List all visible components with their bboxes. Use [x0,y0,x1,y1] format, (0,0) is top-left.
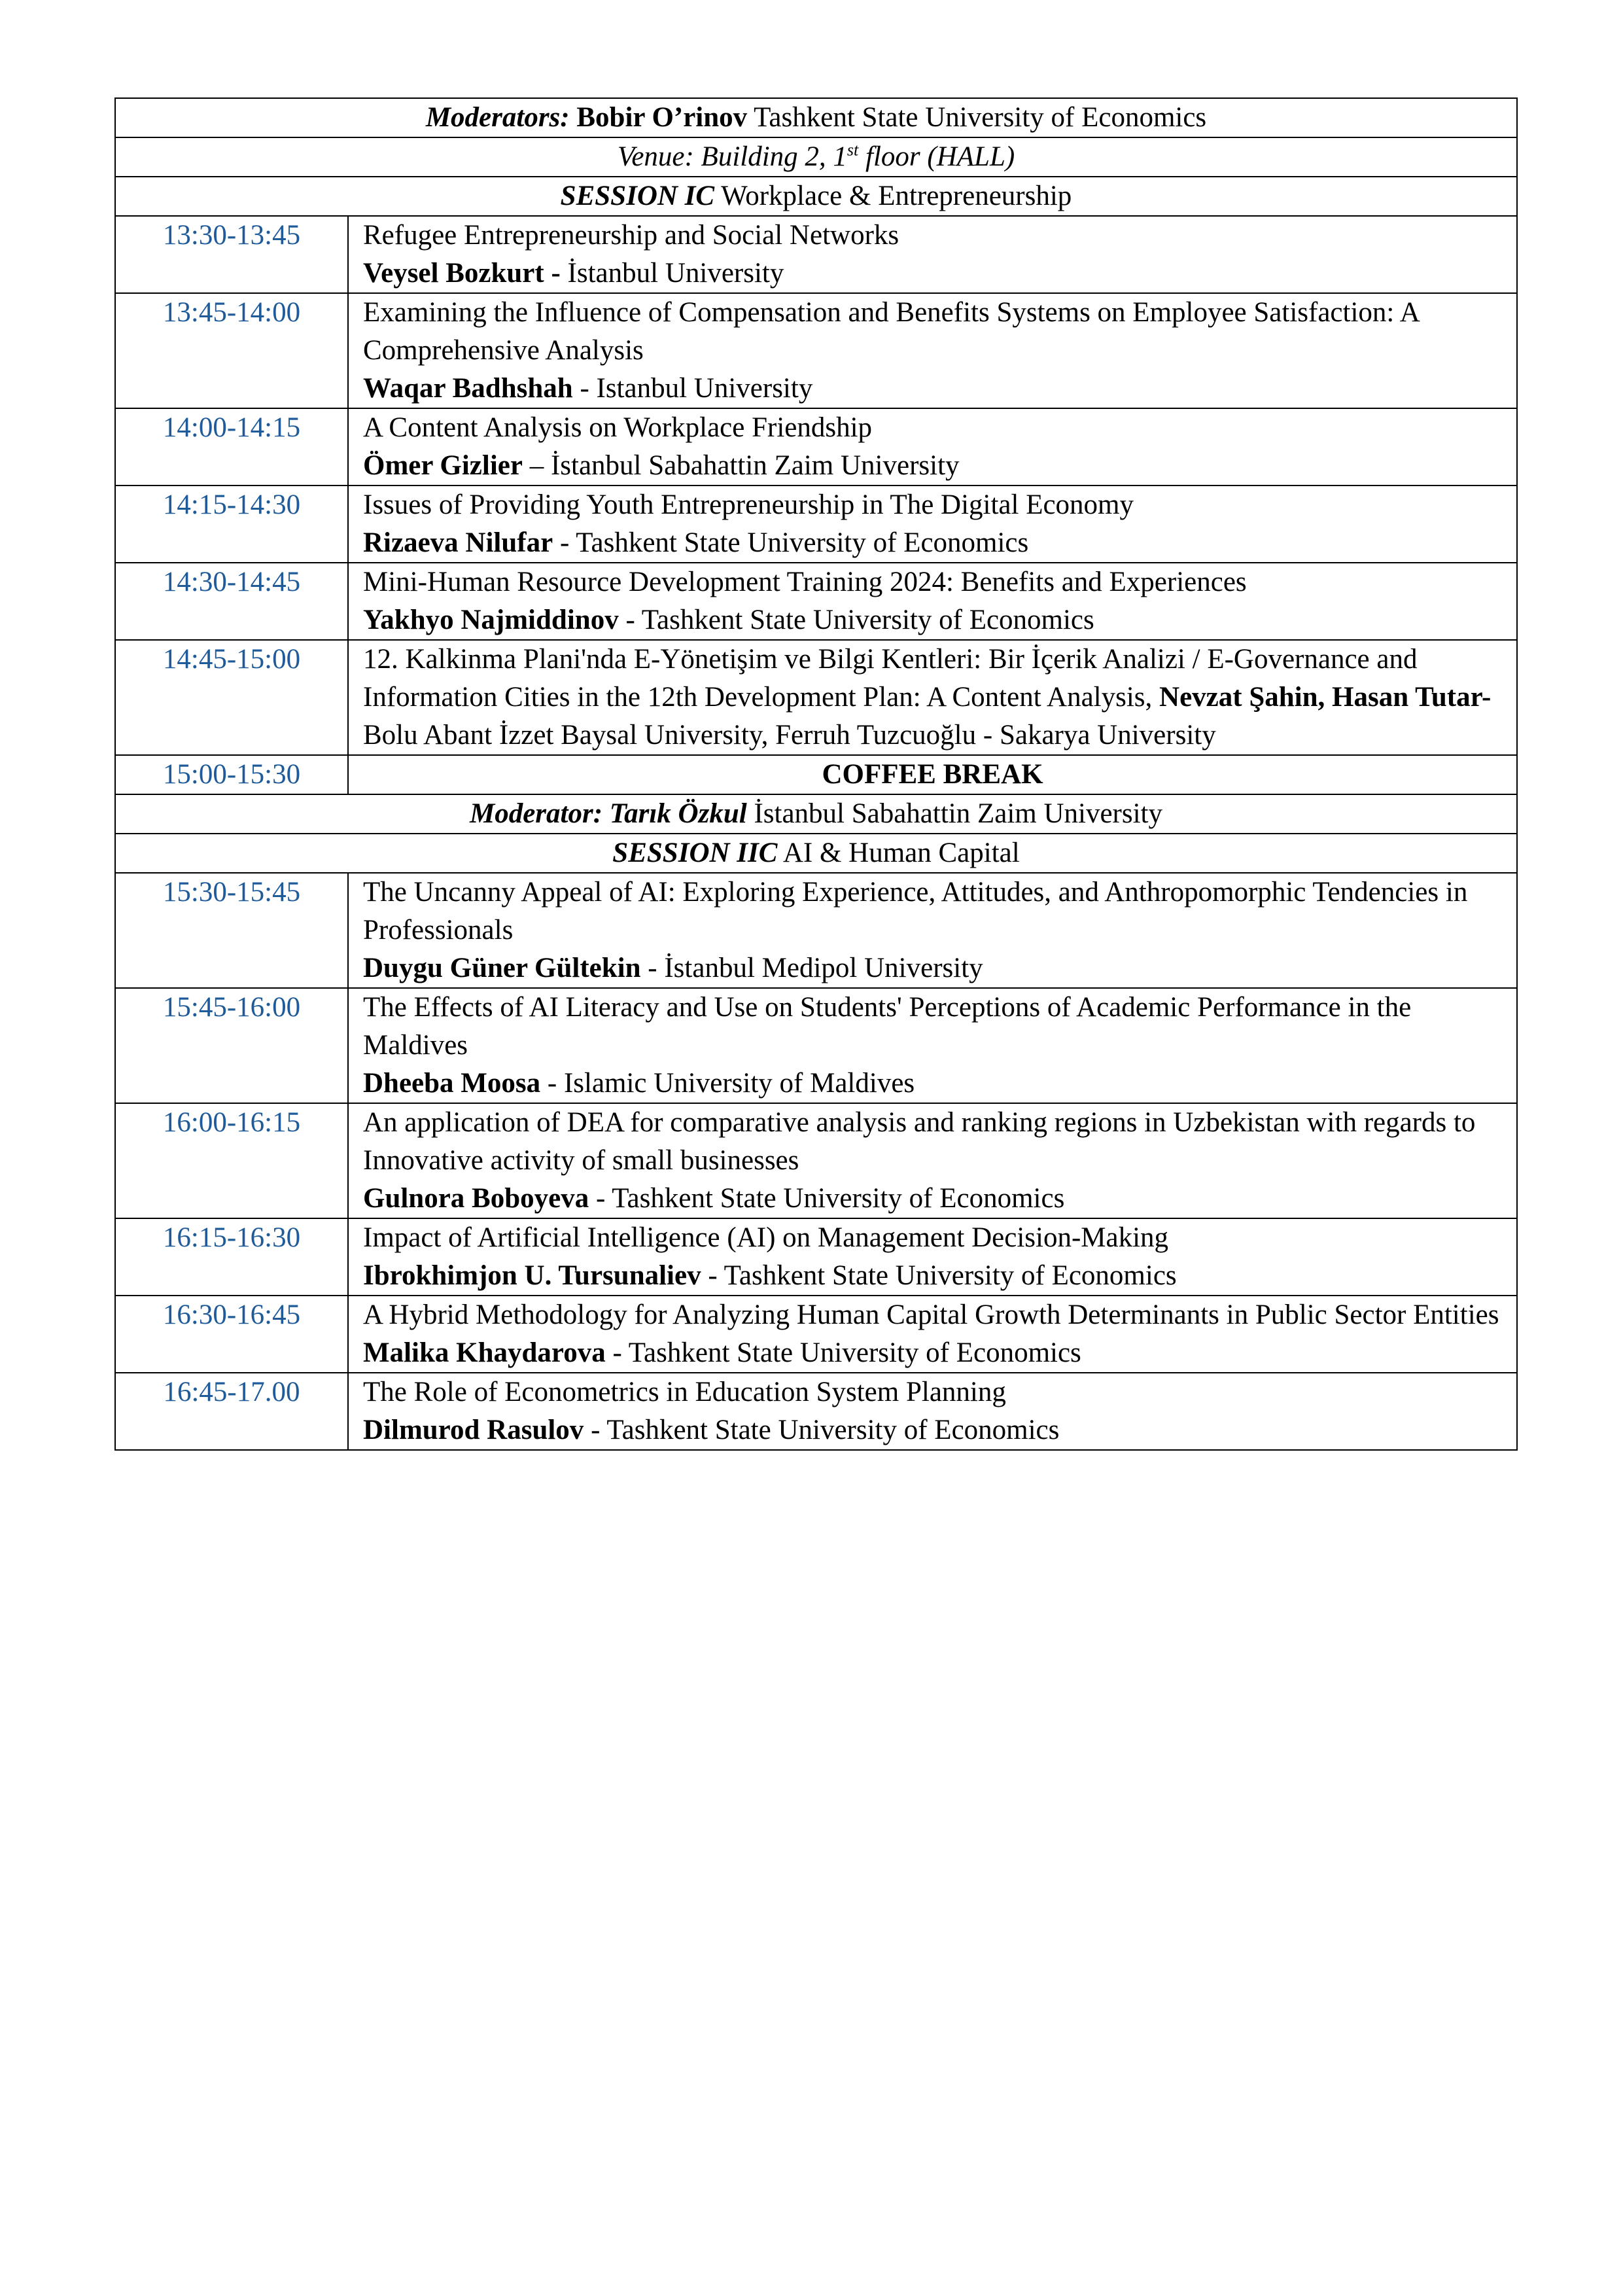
talk-author-line [363,370,1510,408]
talk-title: Issues of Providing Youth Entrepreneurship in The Digital Economy [363,489,1134,520]
session-row [115,177,1517,216]
session-title: AI & Human Capital [777,838,1020,868]
talk-time: 16:00-16:15 [115,1103,348,1218]
session-row [115,834,1517,873]
talk-author-line [363,1257,1510,1295]
talk-title: Impact of Artificial Intelligence (AI) on Management Decision-Making [363,1222,1169,1253]
schedule-table [114,97,1518,1451]
talk-author: Duygu Güner Gültekin [363,953,641,983]
moderator-cell [115,98,1517,137]
talk-affiliation: - Tashkent State University of Economics [605,1337,1081,1368]
talk-content [348,1218,1517,1296]
talk-row [115,1103,1517,1218]
talk-time: 16:15-16:30 [115,1218,348,1296]
talk-affiliation: - Tashkent State University of Economics [701,1260,1177,1291]
talk-affiliation: - Islamic University of Maldives [540,1068,915,1099]
talk-affiliation: - Tashkent State University of Economics [589,1183,1065,1214]
talk-affiliation: - Istanbul University [572,373,813,404]
talk-row [115,293,1517,408]
talk-time: 16:30-16:45 [115,1296,348,1373]
talk-author: Dilmurod Rasulov [363,1415,584,1445]
talk-author: Ibrokhimjon U. Tursunaliev [363,1260,701,1291]
talk-title: An application of DEA for comparative analysis and ranking regions in Uzbekistan with regards to Innovative activity of small businesses [363,1107,1476,1176]
venue-prefix: Venue: Building 2, 1 [617,141,847,172]
talk-time: 14:00-14:15 [115,408,348,486]
talk-content [348,486,1517,563]
session-title: Workplace & Entrepreneurship [714,181,1072,211]
moderator-affiliation: İstanbul Sabahattin Zaim University [746,798,1163,829]
talk-affiliation: - Tashkent State University of Economics [553,527,1029,558]
schedule-body [115,98,1517,1450]
talk-content [348,988,1517,1103]
moderator-cell [115,794,1517,834]
talk-author: Yakhyo Najmiddinov [363,605,619,635]
talk-author: Malika Khaydarova [363,1337,606,1368]
coffee-break-time: 15:00-15:30 [115,755,348,794]
talk-affiliation: - İstanbul Medipol University [640,953,983,983]
talk-affiliation: – İstanbul Sabahattin Zaim University [522,450,960,481]
talk-content [348,1103,1517,1218]
talk-row [115,563,1517,640]
talk-content [348,408,1517,486]
talk-content [348,293,1517,408]
talk-time: 15:45-16:00 [115,988,348,1103]
talk-time: 15:30-15:45 [115,873,348,988]
moderator-affiliation: Tashkent State University of Economics [747,102,1207,133]
talk-content [348,873,1517,988]
coffee-break-label: COFFEE BREAK [348,755,1517,794]
venue-cell [115,137,1517,177]
coffee-break-row [115,755,1517,794]
talk-author-line [363,447,1510,485]
talk-time: 14:15-14:30 [115,486,348,563]
moderator-row [115,794,1517,834]
talk-row [115,988,1517,1103]
talk-time: 16:45-17.00 [115,1373,348,1450]
moderator-name: Bobir O’rinov [576,102,748,133]
talk-author-line [363,601,1510,639]
talk-row [115,1218,1517,1296]
talk-title: 12. Kalkinma Plani'nda E-Yönetişim ve Bilgi Kentleri: Bir İçerik Analizi / E-Governance and Information Cities in the 12th Development Plan: A Content Analysis, [363,644,1418,713]
session-cell [115,834,1517,873]
talk-author-line [363,1411,1510,1449]
talk-row [115,873,1517,988]
talk-author: Ömer Gizlier [363,450,523,481]
talk-title: Examining the Influence of Compensation and Benefits Systems on Employee Satisfaction: A Comprehensive Analysis [363,297,1419,366]
talk-affiliation: İstanbul University [560,258,784,289]
talk-author-line [363,1180,1510,1218]
talk-author: Veysel Bozkurt - [363,258,561,289]
talk-content [348,1373,1517,1450]
talk-title: The Uncanny Appeal of AI: Exploring Experience, Attitudes, and Anthropomorphic Tendencies in Professionals [363,877,1468,945]
talk-author-line [363,1065,1510,1103]
talk-author-line [363,1334,1510,1372]
talk-authors: Nevzat Şahin, Hasan Tutar- [1159,682,1492,713]
moderator-prefix: Moderators: [425,102,570,133]
talk-title: Refugee Entrepreneurship and Social Networks [363,220,899,251]
talk-title: Mini-Human Resource Development Training 2024: Benefits and Experiences [363,567,1247,597]
talk-title: A Content Analysis on Workplace Friendship [363,412,873,443]
venue-suffix: floor (HALL) [858,141,1015,172]
talk-time: 14:30-14:45 [115,563,348,640]
talk-time: 14:45-15:00 [115,640,348,755]
talk-content [348,216,1517,293]
talk-author-line [363,949,1510,987]
talk-row [115,640,1517,755]
talk-title: The Role of Econometrics in Education System Planning [363,1377,1006,1407]
talk-row [115,408,1517,486]
talk-author-line [363,255,1510,292]
venue-superscript: st [846,140,859,160]
talk-content [348,1296,1517,1373]
talk-author: Gulnora Boboyeva [363,1183,589,1214]
talk-affiliation: Bolu Abant İzzet Baysal University, Ferruh Tuzcuoğlu - Sakarya University [363,720,1216,751]
venue-row [115,137,1517,177]
session-code: SESSION IC [560,181,715,211]
talk-title: The Effects of AI Literacy and Use on Students' Perceptions of Academic Performance in the Maldives [363,992,1412,1061]
talk-row [115,216,1517,293]
talk-author: Dheeba Moosa [363,1068,541,1099]
talk-row [115,1373,1517,1450]
talk-author: Rizaeva Nilufar [363,527,553,558]
talk-time: 13:45-14:00 [115,293,348,408]
session-cell [115,177,1517,216]
session-code: SESSION IIC [612,838,778,868]
moderator-prefix: Moderator: Tarık Özkul [469,798,747,829]
talk-affiliation: - Tashkent State University of Economics [584,1415,1060,1445]
talk-row [115,1296,1517,1373]
talk-title: A Hybrid Methodology for Analyzing Human Capital Growth Determinants in Public Sector Entities [363,1299,1499,1330]
talk-affiliation: - Tashkent State University of Economics [618,605,1094,635]
talk-time: 13:30-13:45 [115,216,348,293]
talk-content [348,563,1517,640]
talk-author-line [363,524,1510,562]
talk-row [115,486,1517,563]
talk-author: Waqar Badhshah [363,373,573,404]
talk-content [348,640,1517,755]
moderator-row [115,98,1517,137]
